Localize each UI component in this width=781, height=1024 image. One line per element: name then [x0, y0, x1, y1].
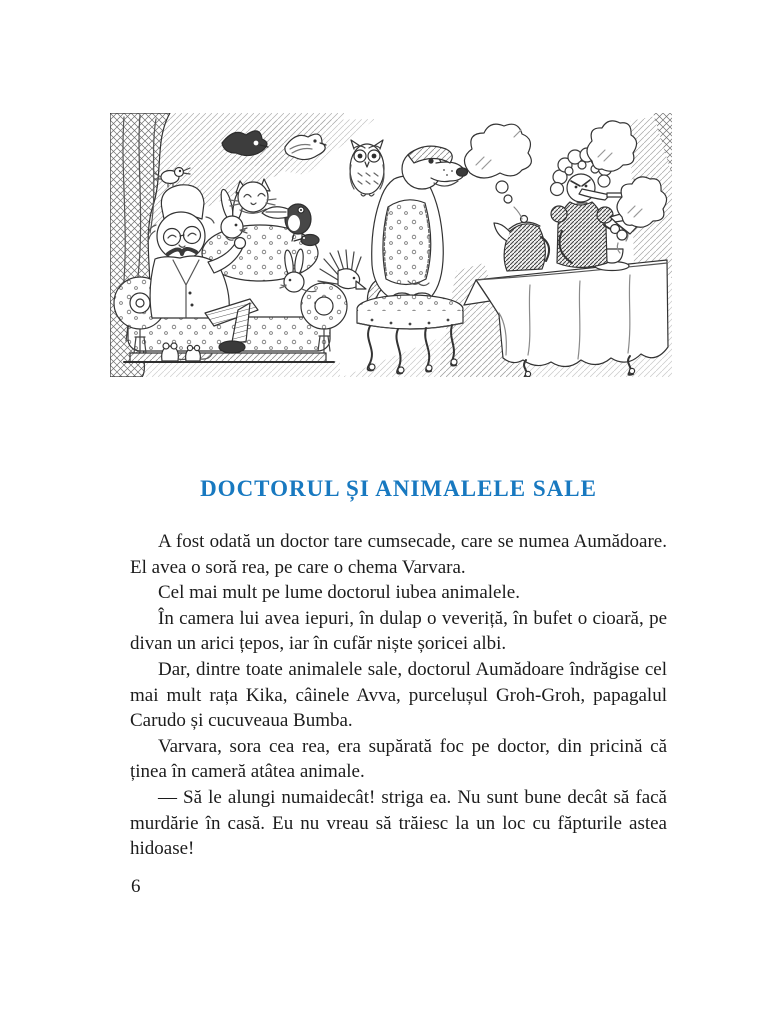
- page-number: 6: [131, 876, 141, 897]
- paragraph: Varvara, sora cea rea, era supărată foc pe doctor, din pricină că ținea în cameră atâtea animale.: [130, 735, 667, 783]
- paragraph: În camera lui avea iepuri, în dulap o veveriță, în bufet o cioară, pe divan un arici țepos, iar în cufăr niște șoricei albi.: [130, 607, 667, 655]
- paragraph: — Să le alungi numaidecât! striga ea. Nu sunt bune decât să facă murdărie în casă. Eu nu vreau să trăiesc la un loc cu făpturile astea hidoase!: [130, 786, 667, 860]
- chapter-illustration: [110, 113, 672, 377]
- smoke-cloud-left: [464, 124, 531, 219]
- owl-icon: [350, 140, 384, 196]
- coffee-pot-icon: [494, 216, 549, 272]
- chapter-title: DOCTORUL ȘI ANIMALELE SALE: [200, 476, 597, 502]
- illustration-drawing: [110, 113, 672, 377]
- body-text: [130, 529, 667, 862]
- paragraph: Cel mai mult pe lume doctorul iubea animalele.: [158, 582, 520, 604]
- paragraph: Dar, dintre toate animalele sale, doctorul Aumădoare îndrăgise cel mai mult rața Kika, câinele Avva, purcelușul Groh-Groh, papagalul Carudo și cucuveaua Bumba.: [130, 658, 667, 732]
- smoke-cloud-top-right: [587, 121, 637, 171]
- paragraph: A fost odată un doctor tare cumsecade, care se numea Aumădoare. El avea o soră rea, pe care o chema Varvara.: [130, 531, 667, 578]
